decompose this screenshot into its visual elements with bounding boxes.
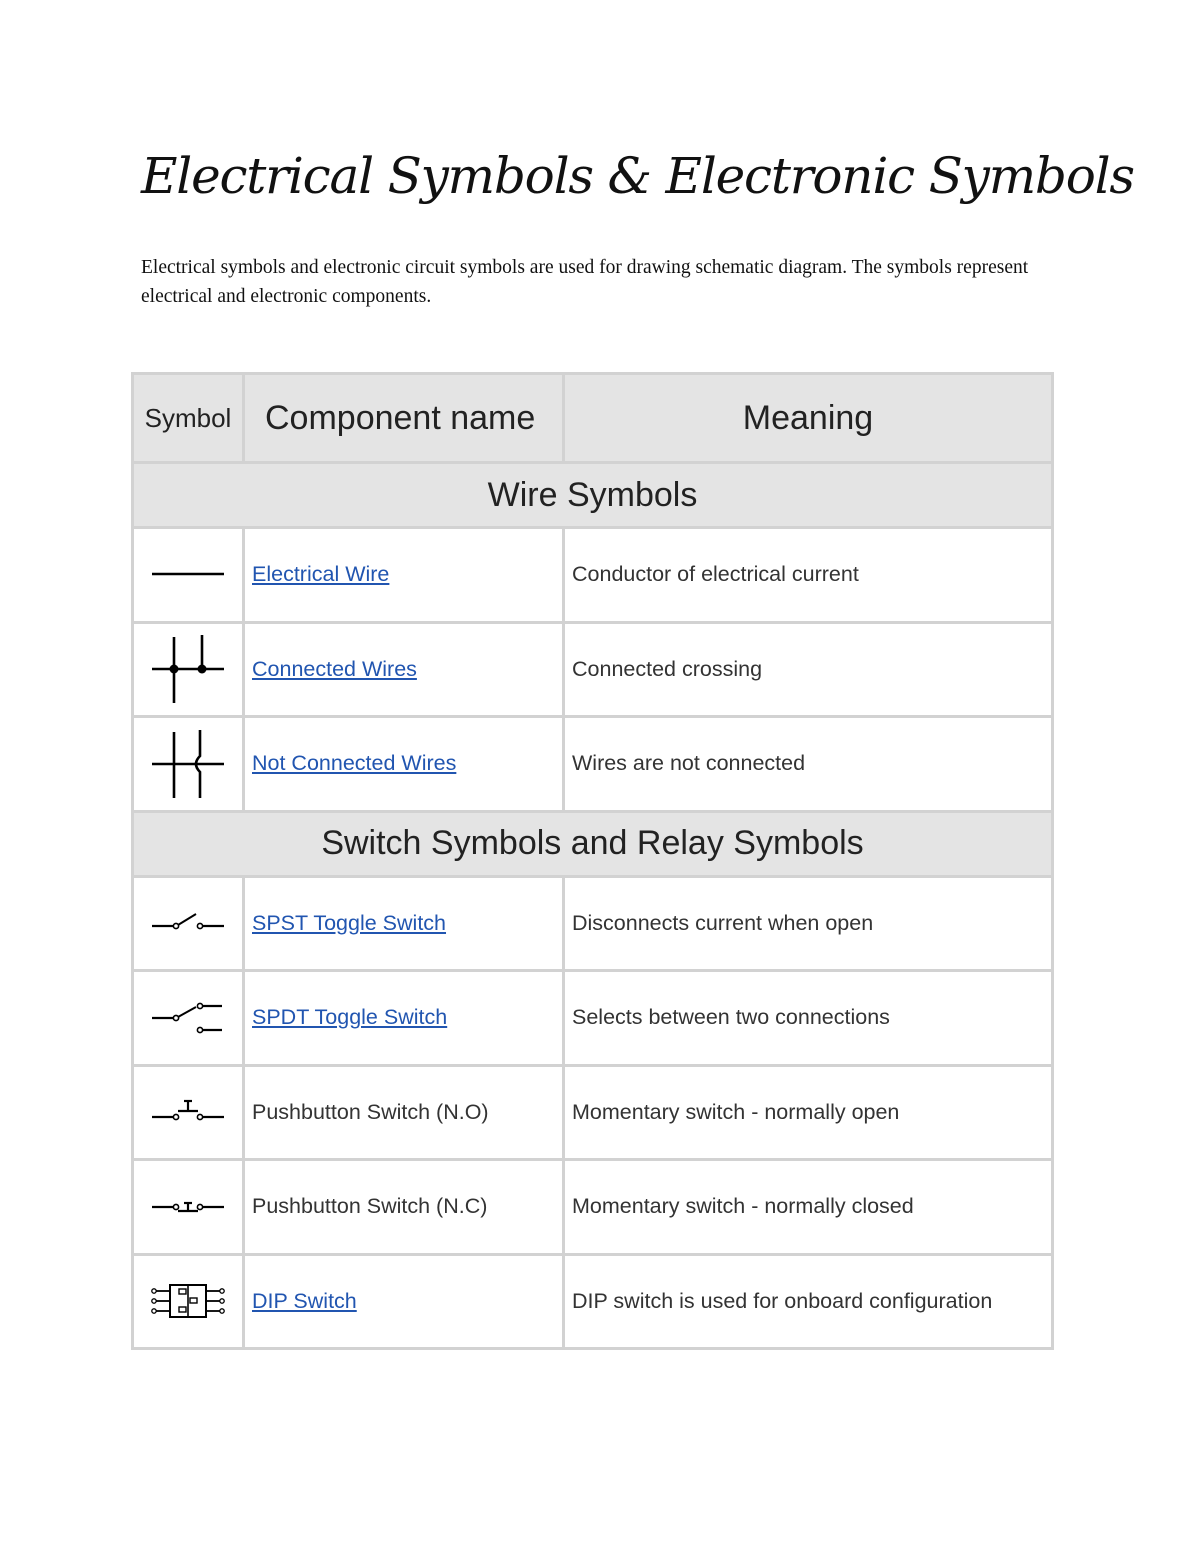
table-row <box>133 1160 1053 1255</box>
connected-wires-icon <box>150 631 226 707</box>
meaning-cell: Wires are not connected <box>564 717 1053 812</box>
dip-switch-icon <box>150 1281 226 1321</box>
section-title-wire: Wire Symbols <box>133 463 1053 528</box>
meaning-cell: Connected crossing <box>564 622 1053 717</box>
section-row-wire <box>133 463 1053 528</box>
meaning-cell: DIP switch is used for onboard configuration <box>564 1254 1053 1349</box>
table-row <box>133 971 1053 1066</box>
table-row <box>133 1254 1053 1349</box>
not-connected-wires-icon <box>150 726 226 802</box>
pushbutton-nc-icon <box>150 1192 226 1222</box>
link-spst-toggle-switch[interactable]: SPST Toggle Switch <box>252 910 447 935</box>
symbols-table <box>131 372 1054 1350</box>
table-row <box>133 717 1053 812</box>
component-name-cell: Pushbutton Switch (N.O) <box>244 1065 564 1160</box>
meaning-cell: Momentary switch - normally closed <box>564 1160 1053 1255</box>
meaning-cell: Conductor of electrical current <box>564 528 1053 623</box>
table-row <box>133 528 1053 623</box>
link-dip-switch[interactable]: DIP Switch <box>252 1288 357 1313</box>
section-row-switch <box>133 811 1053 876</box>
intro-paragraph: Electrical symbols and electronic circuit symbols are used for drawing schematic diagram. The symbols represent electrical and electronic components. <box>141 257 1029 307</box>
table-row <box>133 1065 1053 1160</box>
table-row <box>133 622 1053 717</box>
spst-switch-icon <box>150 908 226 938</box>
header-meaning: Meaning <box>564 374 1053 463</box>
spdt-switch-icon <box>150 1000 226 1036</box>
electrical-wire-icon <box>150 565 226 585</box>
header-component-name: Component name <box>244 374 564 463</box>
table-row <box>133 876 1053 971</box>
meaning-cell: Disconnects current when open <box>564 876 1053 971</box>
meaning-cell: Momentary switch - normally open <box>564 1065 1053 1160</box>
component-name-cell: Pushbutton Switch (N.C) <box>244 1160 564 1255</box>
pushbutton-no-icon <box>150 1097 226 1127</box>
meaning-cell: Selects between two connections <box>564 971 1053 1066</box>
table-header-row <box>133 374 1053 463</box>
link-not-connected-wires[interactable]: Not Connected Wires <box>252 751 457 776</box>
link-spdt-toggle-switch[interactable]: SPDT Toggle Switch <box>252 1005 448 1030</box>
link-connected-wires[interactable]: Connected Wires <box>252 656 417 681</box>
header-symbol: Symbol <box>133 374 244 463</box>
page-title: Electrical Symbols & Electronic Symbols <box>141 147 1134 205</box>
section-title-switch: Switch Symbols and Relay Symbols <box>133 811 1053 876</box>
link-electrical-wire[interactable]: Electrical Wire <box>252 562 390 587</box>
